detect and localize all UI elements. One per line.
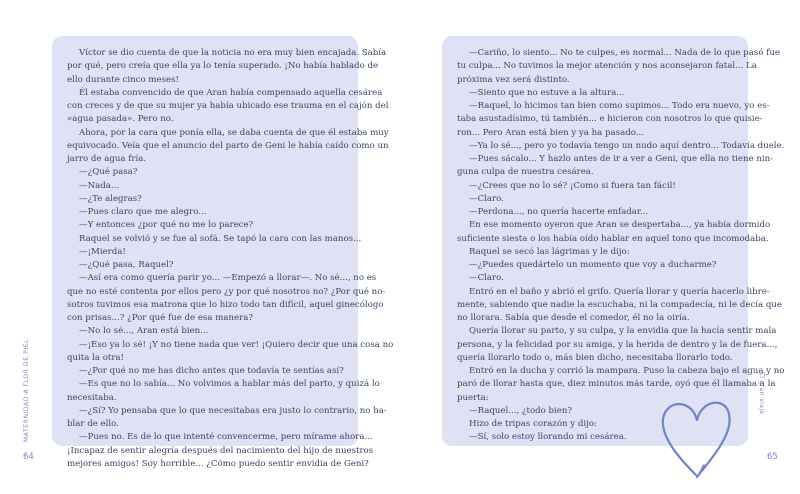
running-head-right: El gran viaje bbox=[758, 372, 765, 415]
text-line: Quería llorar su parto, y su culpa, y la envidia que la hacía sentir mala bbox=[469, 326, 777, 337]
text-line: Hizo de tripas corazón y dijo: bbox=[469, 419, 597, 429]
left-text-block bbox=[52, 36, 394, 469]
text-line: paró de llorar hasta que, diez minutos más tarde, oyó que él llamaba a la bbox=[457, 379, 776, 390]
text-line: próxima vez será distinto. bbox=[457, 74, 570, 85]
text-line: —Nada... bbox=[79, 180, 120, 191]
text-line: —¿Qué pasa, Raquel? bbox=[79, 260, 174, 270]
text-line: persona, y la felicidad por su amiga, y la herida de dentro y la de fuera..., bbox=[457, 339, 778, 350]
text-line: guna culpa de nuestra cesárea. bbox=[457, 167, 594, 178]
text-line: Él estaba convencido de que Aran había compensado aquella cesárea bbox=[79, 87, 383, 98]
text-line: —¿Puedes quedártelo un momento que voy a ducharme? bbox=[469, 260, 717, 270]
running-head-left: MATERNIDAD A FLOR DE PIEL bbox=[23, 338, 30, 442]
text-line: —¿Crees que no lo sé? ¡Como si fuera tan fácil! bbox=[469, 180, 676, 191]
text-line: —Perdona..., no quería hacerte enfadar... bbox=[469, 207, 649, 217]
text-line: taba asustadísimo, tú también... e hicieron con nosotros lo que quisie- bbox=[457, 114, 763, 125]
text-line: necesitaba. bbox=[67, 392, 117, 403]
text-line: —Claro. bbox=[469, 193, 504, 204]
text-line: —¡Eso ya lo sé! ¡Y no tiene nada que ver! ¡Quiero decir que una cosa no bbox=[79, 339, 394, 350]
text-line: por qué, pero creía que ella ya lo tenía superado. ¡No había hablado de bbox=[67, 61, 379, 72]
text-line: que no esté contenta por ellos pero ¿y por qué nosotros no? ¿Por qué no- bbox=[67, 286, 386, 297]
text-line: ello durante cinco meses! bbox=[67, 74, 179, 85]
text-line: —Ya lo sé..., pero yo todavía tengo un nudo aquí dentro... Todavía duele. bbox=[469, 140, 785, 151]
page-number-right: 65 bbox=[767, 452, 778, 462]
text-line: —Pues no. Es de lo que intenté convencerme, pero mírame ahora... bbox=[79, 432, 373, 443]
text-line: suficiente siesta o los había oído hablar en aquel tono que incomodaba. bbox=[457, 233, 769, 244]
text-line: —Siento que no estuve a la altura... bbox=[469, 87, 625, 98]
text-line: blar de ello. bbox=[67, 419, 119, 429]
text-line: jarro de agua fría. bbox=[67, 154, 147, 164]
text-line: —¿Qué pasa? bbox=[79, 167, 138, 178]
text-line: —¡Mierda! bbox=[79, 246, 126, 257]
text-line: —Y entonces ¿por qué no me lo parece? bbox=[79, 220, 254, 231]
text-line: —Claro. bbox=[469, 273, 504, 284]
text-line: Entró en la ducha y corrió la mampara. Puso la cabeza bajo el agua y no bbox=[469, 366, 785, 376]
text-line: Víctor se dio cuenta de que la noticia no era muy bien encajada. Sabía bbox=[79, 48, 387, 58]
text-line: Ahora, por la cara que ponía ella, se daba cuenta de que él estaba muy bbox=[79, 127, 389, 138]
text-line: ¡Incapaz de sentir alegría después del nacimiento del hijo de nuestros bbox=[67, 445, 374, 456]
text-line: —¿Sí? Yo pensaba que lo que necesitabas era justo lo contrario, no ha- bbox=[79, 405, 387, 416]
text-line: Raquel se volvió y se fue al sofá. Se tapó la cara con las manos... bbox=[79, 233, 362, 244]
text-line: ron... Pero Aran está bien y ya ha pasado... bbox=[457, 127, 644, 138]
text-line: sotros tuvimos esa matrona que lo hizo todo tan difícil, aquel ginecólogo bbox=[67, 299, 384, 310]
text-line: —Cariño, lo siento... No te culpes, es normal... Nada de lo que pasó fue bbox=[469, 48, 780, 58]
page-number-left: 64 bbox=[23, 452, 34, 462]
text-line: —Así era como quería parir yo... —Empezó a llorar—. No sé..., no es bbox=[79, 273, 377, 284]
text-line: mejores amigos! Soy horrible... ¿Cómo puedo sentir envidia de Geni? bbox=[67, 458, 369, 469]
text-line: —¿Te alegras? bbox=[79, 193, 142, 204]
text-line: —Pues sácalo... Y hazlo antes de ir a ver a Geni, que ella no tiene nin- bbox=[469, 154, 774, 164]
text-line: quería llorarlo todo o, más bien dicho, necesitaba llorarlo todo. bbox=[457, 352, 733, 363]
right-page bbox=[400, 0, 800, 494]
text-line: con prisas...? ¿Por qué fue de esa manera? bbox=[67, 313, 253, 323]
text-line: equivocado. Veía que el anuncio del parto de Geni le había caído como un bbox=[67, 140, 389, 151]
text-line: Entró en el baño y abrió el grifo. Quería llorar y quería hacerlo libre- bbox=[469, 286, 770, 297]
text-line: con creces y de que su mujer ya había ubicado ese trauma en el cajón del bbox=[67, 101, 389, 111]
text-line: no llorara. Sabía que desde el comedor, él no la oiría. bbox=[457, 313, 690, 323]
text-line: —Sí, solo estoy llorando mi cesárea. bbox=[469, 432, 627, 443]
text-line: —No lo sé..., Aran está bien... bbox=[79, 326, 209, 337]
text-line: —Pues claro que me alegro... bbox=[79, 207, 207, 217]
text-line: —Es que no lo sabía... No volvimos a hablar más del parto, y quizá lo bbox=[79, 379, 380, 390]
heart-icon bbox=[658, 395, 734, 485]
text-line: —¿Por qué no me has dicho antes que todavía te sentías así? bbox=[79, 366, 344, 376]
text-line: puerta: bbox=[457, 392, 489, 403]
text-line: quita la otra! bbox=[67, 352, 125, 363]
text-line: —Raquel, lo hicimos tan bien como supimos... Todo era nuevo, yo es- bbox=[469, 101, 770, 111]
text-line: —Raquel..., ¿todo bien? bbox=[469, 405, 573, 416]
text-line: mente, sabiendo que nadie la escuchaba, ni la compadecía, ni le decía que bbox=[457, 299, 782, 310]
text-line: En ese momento oyeron que Aran se despertaba..., ya había dormido bbox=[469, 220, 771, 231]
text-line: tu culpa... No tuvimos la mejor atención y nos aconsejaron fatal... La bbox=[457, 61, 757, 72]
text-line: Raquel se secó las lágrimas y le dijo: bbox=[469, 246, 630, 257]
text-line: «agua pasada». Pero no. bbox=[67, 114, 174, 125]
